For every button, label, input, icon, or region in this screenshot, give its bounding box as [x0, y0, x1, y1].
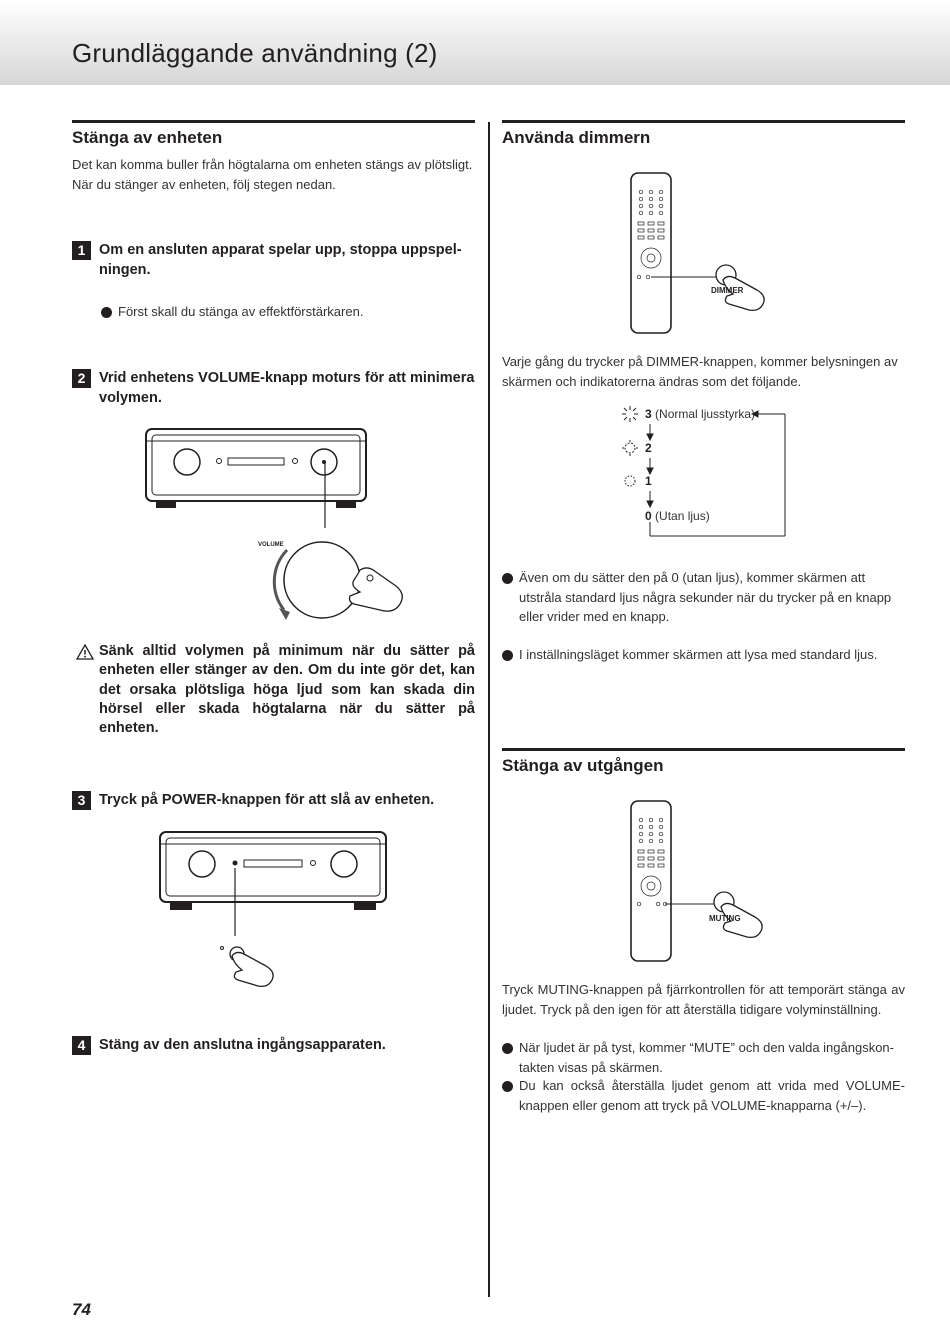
- level-value: 1: [645, 474, 652, 488]
- dimmer-level-2: [645, 441, 652, 455]
- step-number: 3: [72, 791, 91, 810]
- section-title-muting: Stänga av utgången: [502, 756, 664, 775]
- callout-line-icon: [323, 463, 327, 528]
- note-text: När ljudet är på tyst, kommer “MUTE” och den valda ingångskon-takten visas på skärmen.: [519, 1040, 894, 1075]
- warning-text: Sänk alltid volymen på minimum när du sätter på enheten eller stänger av den. Om du inte gör det, kan det orsaka plötsliga höga ljud som kan skada din hörsel eller skada högtalarna när du sätter på enheten.: [99, 643, 475, 737]
- level-value: 3: [645, 407, 652, 421]
- warning-triangle-icon: [76, 644, 94, 660]
- level-label: (Normal ljusstyrka): [655, 407, 756, 421]
- muting-note-1: [502, 1038, 905, 1078]
- step-number: 4: [72, 1036, 91, 1055]
- page-header: [0, 0, 950, 85]
- dimmer-note-2: [502, 645, 905, 665]
- dimmer-description: Varje gång du trycker på DIMMER-knappen, kommer belysningen av skärmen och indikatorerna ändras som det följande.: [502, 354, 898, 389]
- step-number: 1: [72, 241, 91, 260]
- page-title: Grundläggande användning (2): [72, 38, 438, 68]
- amplifier-front-illustration: [144, 426, 368, 516]
- step-2: [72, 368, 477, 410]
- section-rule-dimmer: [502, 120, 905, 123]
- muting-button-label: MUTING: [709, 914, 741, 923]
- step-number: 2: [72, 369, 91, 388]
- step-1-note: [101, 302, 476, 322]
- level-value: 2: [645, 441, 652, 455]
- step-4: [72, 1035, 477, 1057]
- note-text: Du kan också återställa ljudet genom att vrida med VOLUME-knappen eller genom att tryck på VOLUME-knapparna (+/–).: [519, 1078, 905, 1113]
- power-button-hand-icon: [220, 868, 290, 988]
- section-title-dimmer: Använda dimmern: [502, 128, 651, 147]
- bullet-icon: [101, 307, 112, 318]
- note-text: Även om du sätter den på 0 (utan ljus), kommer skärmen att utstråla standard ljus några sekunder när du trycker på en knapp eller vrider med en knapp.: [519, 570, 892, 624]
- bullet-icon: [502, 1043, 513, 1054]
- bullet-icon: [502, 573, 513, 584]
- dimmer-note-1: [502, 568, 905, 628]
- remote-control-muting-illustration: [628, 798, 778, 964]
- step-3: [72, 790, 477, 812]
- column-divider: [488, 122, 490, 1297]
- step-text: Vrid enhetens VOLUME-knapp moturs för att minimera volymen.: [99, 370, 475, 406]
- dimmer-level-3: [645, 407, 755, 421]
- step-text: Stäng av den anslutna ingångsapparaten.: [99, 1037, 386, 1053]
- dimmer-button-label: DIMMER: [711, 286, 744, 295]
- volume-knob-label: VOLUME: [258, 542, 284, 548]
- step-text: Om en ansluten apparat spelar upp, stoppa uppspel-ningen.: [99, 242, 462, 278]
- page-number: 74: [72, 1300, 91, 1319]
- section-rule-left: [72, 120, 475, 123]
- level-label: (Utan ljus): [655, 509, 710, 523]
- intro-text: Det kan komma buller från högtalarna om enheten stängs av plötsligt. När du stänger av enheten, följ stegen nedan.: [72, 157, 473, 192]
- section-title-power-off: Stänga av enheten: [72, 128, 223, 147]
- level-value: 0: [645, 509, 652, 523]
- remote-control-dimmer-illustration: [628, 170, 778, 336]
- volume-knob-hand-icon: [262, 540, 412, 626]
- step-text: Tryck på POWER-knappen för att slå av enheten.: [99, 792, 435, 808]
- note-text: Först skall du stänga av effektförstärkaren.: [118, 304, 364, 319]
- bullet-icon: [502, 650, 513, 661]
- muting-note-2: [502, 1076, 905, 1116]
- bullet-icon: [502, 1081, 513, 1092]
- section-rule-muting: [502, 748, 905, 751]
- dimmer-level-0: [645, 509, 710, 523]
- dimmer-level-1: [645, 474, 652, 488]
- step-1: [72, 240, 477, 282]
- note-text: I inställningsläget kommer skärmen att lysa med standard ljus.: [519, 647, 878, 662]
- muting-description: Tryck MUTING-knappen på fjärrkontrollen för att temporärt stänga av ljudet. Tryck på den igen för att återställa tidigare volyminställning.: [502, 982, 905, 1017]
